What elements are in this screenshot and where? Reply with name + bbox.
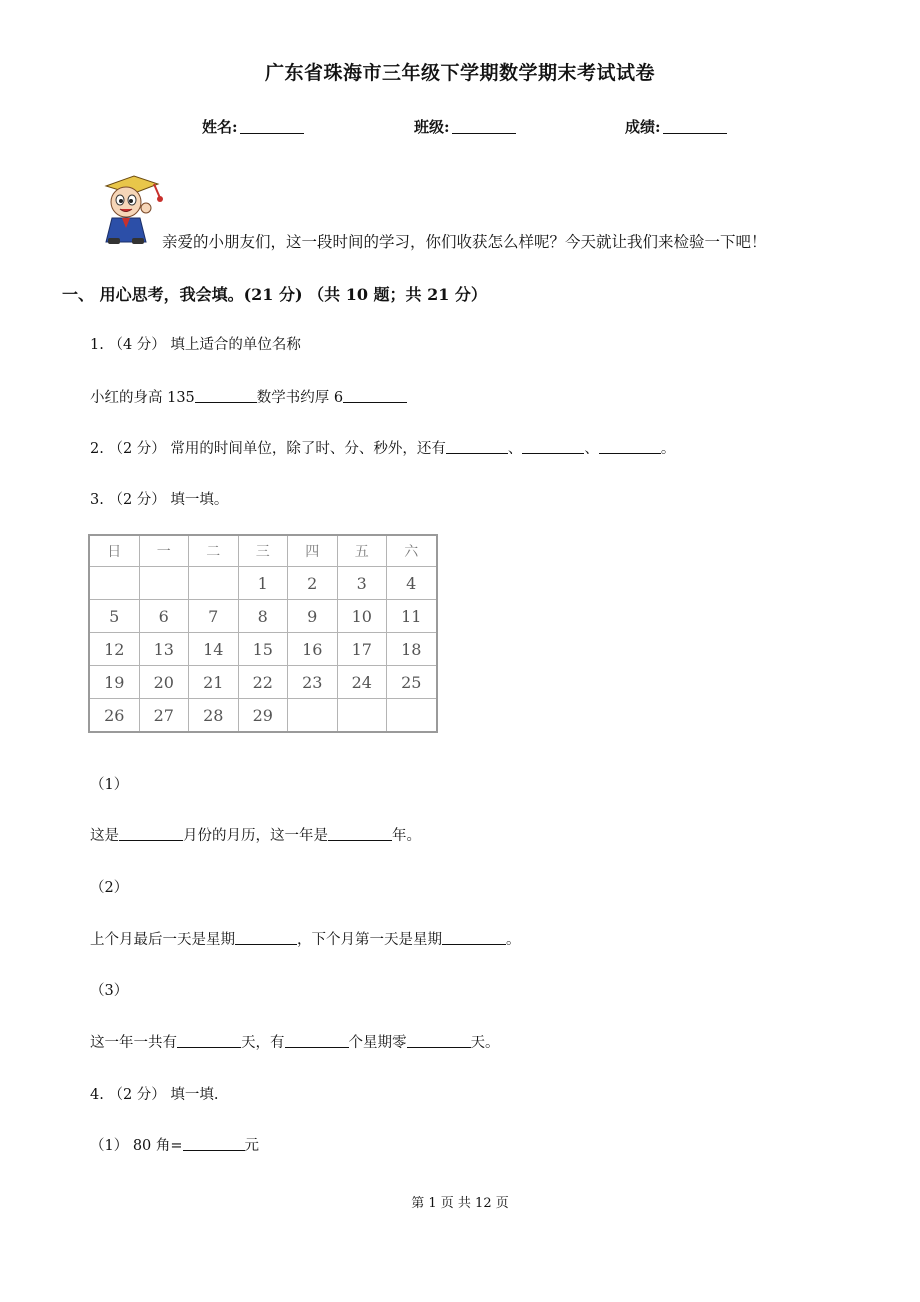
- calendar-day-cell: 9: [288, 600, 338, 633]
- calendar-day-cell: 27: [139, 699, 189, 733]
- question-3-heading: 3. （2 分） 填一填。: [90, 492, 229, 508]
- calendar-header-cell: 四: [288, 535, 338, 567]
- calendar-header-cell: 一: [139, 535, 189, 567]
- calendar-day-cell: [288, 699, 338, 733]
- calendar-week-row: [89, 633, 437, 666]
- name-field: [202, 116, 304, 137]
- q3-sub2-label: （2）: [90, 880, 129, 896]
- q4-sub1-body: [90, 1134, 259, 1155]
- q3-sub3-c: 个星期零: [348, 1035, 407, 1051]
- calendar-day-cell: 20: [139, 666, 189, 699]
- calendar-day-cell: [387, 699, 437, 733]
- score-field: [625, 116, 727, 137]
- q3-sub2-blank-1[interactable]: [235, 930, 297, 945]
- calendar-day-cell: 23: [288, 666, 338, 699]
- calendar-day-cell: 6: [139, 600, 189, 633]
- q3-sub1-body: [90, 824, 421, 845]
- calendar-week-row: [89, 567, 437, 600]
- calendar-week-row: [89, 699, 437, 733]
- calendar-day-cell: [139, 567, 189, 600]
- class-label: 班级:: [414, 118, 450, 136]
- calendar-header-cell: 五: [337, 535, 387, 567]
- q3-sub2-blank-2[interactable]: [442, 930, 506, 945]
- q3-sub3-blank-3[interactable]: [407, 1033, 471, 1048]
- calendar-day-cell: 26: [89, 699, 139, 733]
- calendar-day-cell: 18: [387, 633, 437, 666]
- class-blank[interactable]: [452, 117, 516, 134]
- q3-sub3-body: [90, 1031, 500, 1052]
- calendar-day-cell: [89, 567, 139, 600]
- calendar-day-cell: 4: [387, 567, 437, 600]
- calendar-day-cell: 14: [189, 633, 239, 666]
- q3-sub3-label: （3）: [90, 983, 129, 999]
- calendar-day-cell: 3: [337, 567, 387, 600]
- calendar-header-row: [89, 535, 437, 567]
- q1-part1: 小红的身高 135: [90, 390, 195, 406]
- page-footer: 第 1 页 共 12 页: [411, 1196, 509, 1211]
- calendar-day-cell: 1: [238, 567, 288, 600]
- calendar-day-cell: 2: [288, 567, 338, 600]
- section-1-heading: 一、 用心思考，我会填。(21 分) （共 10 题；共 21 分）: [62, 285, 487, 304]
- q2-blank-1[interactable]: [446, 439, 508, 454]
- name-label: 姓名:: [202, 118, 238, 136]
- calendar-day-cell: 15: [238, 633, 288, 666]
- calendar-day-cell: [189, 567, 239, 600]
- calendar-day-cell: 11: [387, 600, 437, 633]
- q4-sub1-b: 元: [244, 1138, 260, 1154]
- q2-head: 2. （2 分） 常用的时间单位，除了时、分、秒外，还有: [90, 441, 446, 457]
- q3-sub1-c: 年。: [392, 828, 421, 844]
- calendar-day-cell: 5: [89, 600, 139, 633]
- q2-end: 。: [660, 441, 676, 457]
- name-blank[interactable]: [240, 117, 304, 134]
- calendar-day-cell: 8: [238, 600, 288, 633]
- score-blank[interactable]: [663, 117, 727, 134]
- q3-sub2-a: 上个月最后一天是星期: [90, 932, 235, 948]
- q2-sep-1: 、: [507, 441, 523, 457]
- calendar-day-cell: 22: [238, 666, 288, 699]
- q3-sub3-blank-2[interactable]: [285, 1033, 349, 1048]
- calendar-day-cell: 29: [238, 699, 288, 733]
- mascot-icon: [92, 172, 166, 246]
- q3-sub1-b: 月份的月历，这一年是: [183, 828, 328, 844]
- q3-sub3-blank-1[interactable]: [177, 1033, 241, 1048]
- score-label: 成绩:: [625, 118, 661, 136]
- q3-sub3-d: 天。: [470, 1035, 500, 1051]
- calendar-day-cell: 25: [387, 666, 437, 699]
- calendar-header-cell: 三: [238, 535, 288, 567]
- calendar-header-cell: 二: [189, 535, 239, 567]
- calendar-day-cell: 13: [139, 633, 189, 666]
- q3-sub2-c: 。: [506, 932, 521, 948]
- calendar-day-cell: [337, 699, 387, 733]
- page-title: 广东省珠海市三年级下学期数学期末考试试卷: [264, 62, 655, 84]
- calendar-day-cell: 21: [189, 666, 239, 699]
- q2-sep-2: 、: [584, 441, 599, 457]
- greeting-text: 亲爱的小朋友们，这一段时间的学习，你们收获怎么样呢？今天就让我们来检验一下吧！: [162, 233, 767, 251]
- q1-blank-2[interactable]: [343, 388, 407, 403]
- q2-blank-3[interactable]: [599, 439, 661, 454]
- q3-sub2-b: ，下个月第一天是星期: [297, 932, 442, 948]
- q3-sub1-label: （1）: [90, 777, 129, 793]
- q3-sub1-blank-1[interactable]: [119, 826, 183, 841]
- question-1-heading: 1. （4 分） 填上适合的单位名称: [90, 337, 301, 353]
- q3-sub3-a: 这一年一共有: [90, 1035, 177, 1051]
- q3-sub3-b: 天，有: [241, 1035, 285, 1051]
- question-2: [90, 437, 675, 458]
- q3-sub1-a: 这是: [90, 828, 119, 844]
- calendar-header-cell: 日: [89, 535, 139, 567]
- q4-sub1-blank[interactable]: [183, 1136, 245, 1151]
- calendar-header-cell: 六: [387, 535, 437, 567]
- calendar-day-cell: 17: [337, 633, 387, 666]
- question-4-heading: 4. （2 分） 填一填.: [90, 1087, 219, 1103]
- calendar-week-row: [89, 666, 437, 699]
- calendar-day-cell: 12: [89, 633, 139, 666]
- q1-part2: 数学书约厚 6: [256, 390, 344, 406]
- calendar-table: [88, 534, 438, 733]
- calendar-day-cell: 7: [189, 600, 239, 633]
- calendar-day-cell: 10: [337, 600, 387, 633]
- calendar-day-cell: 19: [89, 666, 139, 699]
- calendar-day-cell: 16: [288, 633, 338, 666]
- q1-blank-1[interactable]: [195, 388, 257, 403]
- calendar-day-cell: 24: [337, 666, 387, 699]
- q2-blank-2[interactable]: [522, 439, 584, 454]
- q3-sub1-blank-2[interactable]: [328, 826, 392, 841]
- q3-sub2-body: [90, 928, 521, 949]
- calendar-week-row: [89, 600, 437, 633]
- calendar-day-cell: 28: [189, 699, 239, 733]
- question-1-body: [90, 386, 407, 407]
- class-field: [414, 116, 516, 137]
- q4-sub1-a: （1） 80 角=: [90, 1138, 183, 1154]
